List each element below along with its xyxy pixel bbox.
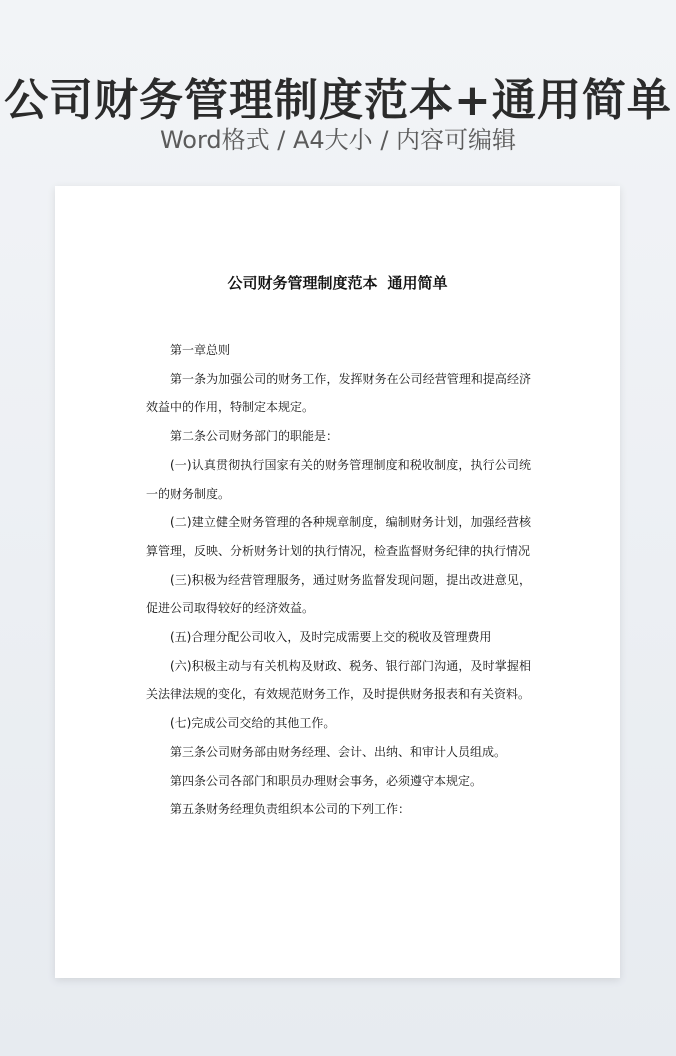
article-paragraph: 第三条公司财务部由财务经理、会计、出纳、和审计人员组成。 <box>170 744 507 759</box>
list-item-paragraph: (六)积极主动与有关机构及财政、税务、银行部门沟通，及时掌握相关法律法规的变化，有效规范财务工作，及时提供财务报表和有关资料。 <box>146 658 531 702</box>
document-body <box>146 336 531 824</box>
list-item-paragraph: (一)认真贯彻执行国家有关的财务管理制度和税收制度，执行公司统一的财务制度。 <box>146 457 531 501</box>
document-title-main: 公司财务管理制度范本 <box>227 274 378 292</box>
banner-title: 公司财务管理制度范本+通用简单 <box>4 75 672 126</box>
article-paragraph: 第一条为加强公司的财务工作，发挥财务在公司经营管理和提高经济效益中的作用，特制定本规定。 <box>146 371 531 415</box>
article-paragraph: 第五条财务经理负责组织本公司的下列工作： <box>170 802 411 817</box>
list-item-paragraph: (三)积极为经营管理服务，通过财务监督发现问题，提出改进意见，促进公司取得较好的经济效益。 <box>146 572 531 616</box>
banner-subtitle: Word格式 / A4大小 / 内容可编辑 <box>159 126 517 154</box>
article-paragraph: 第四条公司各部门和职员办理财会事务，必须遵守本规定。 <box>170 773 483 788</box>
document-page <box>55 186 620 978</box>
document-title-sub: 通用简单 <box>387 274 448 292</box>
list-item-paragraph: (二)建立健全财务管理的各种规章制度，编制财务计划，加强经营核算管理，反映、分析财务计划的执行情况，检查监督财务纪律的执行情况 <box>146 515 531 558</box>
list-item-paragraph: (五)合理分配公司收入，及时完成需要上交的税收及管理费用 <box>170 630 492 645</box>
list-item-paragraph: (七)完成公司交给的其他工作。 <box>170 716 336 731</box>
chapter-heading: 第一章总则 <box>170 343 231 357</box>
article-paragraph: 第二条公司财务部门的职能是： <box>170 429 339 444</box>
document-title <box>55 272 620 293</box>
